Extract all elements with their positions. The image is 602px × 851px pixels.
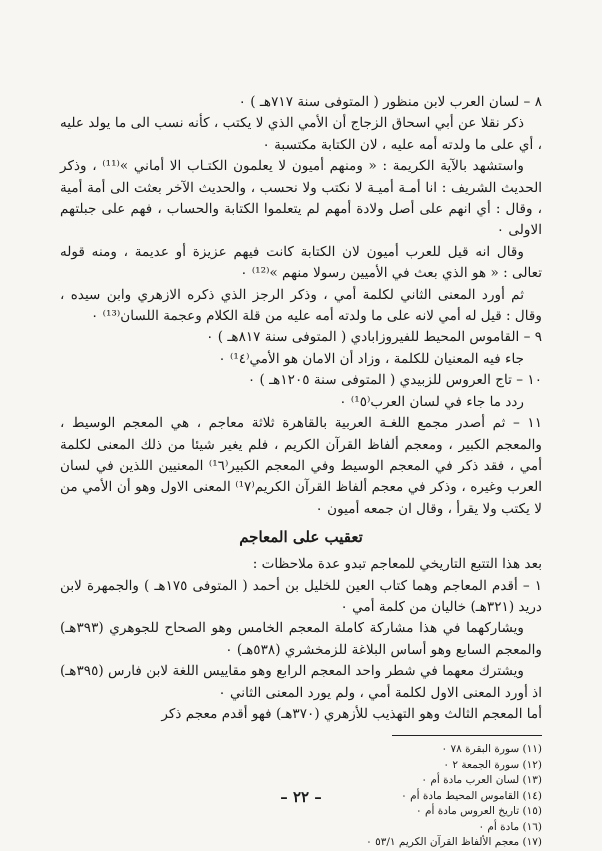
paragraph: واستشهد بالآية الكريمة : « ومنهم أميون لا يعلمون الكتـاب الا أماني »⁽¹¹⁾ ، وذكر الحديث الشريف : انا أمـة أميـة لا نكتب ولا نحسب ، والحديث الآخر بعثت الى أمة أمية ، وقال : أي انهم على أصل ولادة أمهم لم يتعلموا الكتابة والحساب ، فهم على جبلتهم الاولى ٠ [60,158,542,239]
paragraph: ١ – أقدم المعاجم وهما كتاب العين للخليل بن أحمد ( المتوفى ١٧٥هـ ) والجمهرة لابن دريد (٣٢١هـ) خاليان من كلمة أمي ٠ [60,577,542,615]
paragraph: ٨ – لسان العرب لابن منظور ( المتوفى سنة ٧١٧هـ ) ٠ [238,94,542,110]
paragraph: جاء فيه المعنيان للكلمة ، وزاد أن الامان هو الأمي⁽¹٤⁾ ٠ [218,350,524,367]
footnote: (١٣) لسان العرب مادة أم ٠ [421,774,542,787]
footnote: (١٦) مادة أم ٠ [478,820,542,833]
footnote-divider [392,735,542,736]
footnote: (١٢) سورة الجمعة ٢ ٠ [443,758,542,771]
section-title: تعقيب على المعاجم [239,528,363,547]
paragraph: ذكر نقلا عن أبي اسحاق الزجاج أن الأمي الذي لا يكتب ، كأنه نسب الى ما يولد عليه ، أي على ما ولدته أمه عليه ، لان الكتابة مكتسبة ٠ [60,115,542,153]
main-text-bottom [60,554,542,725]
footnote: (١٧) معجم الألفاظ القرآن الكريم ٥٣/١ ٠ [366,836,542,849]
paragraph: ١٠ – تاج العروس للزبيدي ( المتوفى سنة ١٢٠٥هـ ) ٠ [247,372,542,389]
paragraph: وقال انه قيل للعرب أميون لان الكتابة كانت فيهم عزيزة أو عديمة ، ومنه قوله تعالى : « هو الذي بعث في الأميين رسولا منهم »⁽¹²⁾ ٠ [60,243,542,282]
paragraph: أما المعجم الثالث وهو التهذيب للأزهري (٣٧٠هـ) فهو أقدم معجم ذكر [161,705,542,722]
footnote: (١١) سورة البقرة ٧٨ ٠ [441,743,542,756]
main-text-top [60,92,542,520]
paragraph: ٩ – القاموس المحيط للفيروزابادي ( المتوفى سنة ٨١٧هـ ) ٠ [206,329,542,346]
footnote: (١٥) تاريخ العروس مادة أم ٠ [416,805,542,818]
paragraph: بعد هذا التتبع التاريخي للمعاجم تبدو عدة ملاحظات : [252,556,542,573]
paragraph: ردد ما جاء في لسان العرب⁽¹٥⁾ ٠ [339,393,524,410]
paragraph: ثم أورد المعنى الثاني لكلمة أمي ، وذكر الرجز الذي ذكره الازهري وابن سيده ، وقال : قيل له أمي لانه على ما ولدته أمه عليه من قلة الكلام وعجمة اللسان⁽¹³⁾ ٠ [60,286,542,325]
footnote: (١٤) القاموس المحيط مادة أم ٠ [401,789,542,802]
paragraph: ويشاركهما في هذا مشاركة كاملة المعجم الخامس وهو الصحاح للجوهري (٣٩٣هـ) والمعجم السابع وهو أساس البلاغة للزمخشري (٥٣٨هـ) ٠ [60,620,542,658]
page-number: – ٢٢ – [280,788,322,806]
paragraph: ١١ – ثم أصدر مجمع اللغـة العربية بالقاهرة ثلاثة معاجم ، هي المعجم الوسيط ، والمعجم الكبير ، ومعجم ألفاظ القرآن الكريم ، فلم يغير شيئا من ذلك المعنى لكلمة أمي ، فقد ذكر في المعجم الوسيط وفي المعجم الكبير⁽¹٦⁾ المعنيين اللذين في لسان العرب وغيره ، وذكر في معجم ألفاظ القرآن الكريم⁽¹٧⁾ المعنى الاول وهو أن الأمي من لا يكتب ولا يقرأ ، وقال ان جمعه أميون ٠ [60,415,542,517]
paragraph: ويشترك معهما في شطر واحد المعجم الرابع وهو مقاييس اللغة لابن فارس (٣٩٥هـ) اذ أورد المعنى الاول لكلمة أمي ، ولم يورد المعنى الثاني ٠ [60,663,542,701]
